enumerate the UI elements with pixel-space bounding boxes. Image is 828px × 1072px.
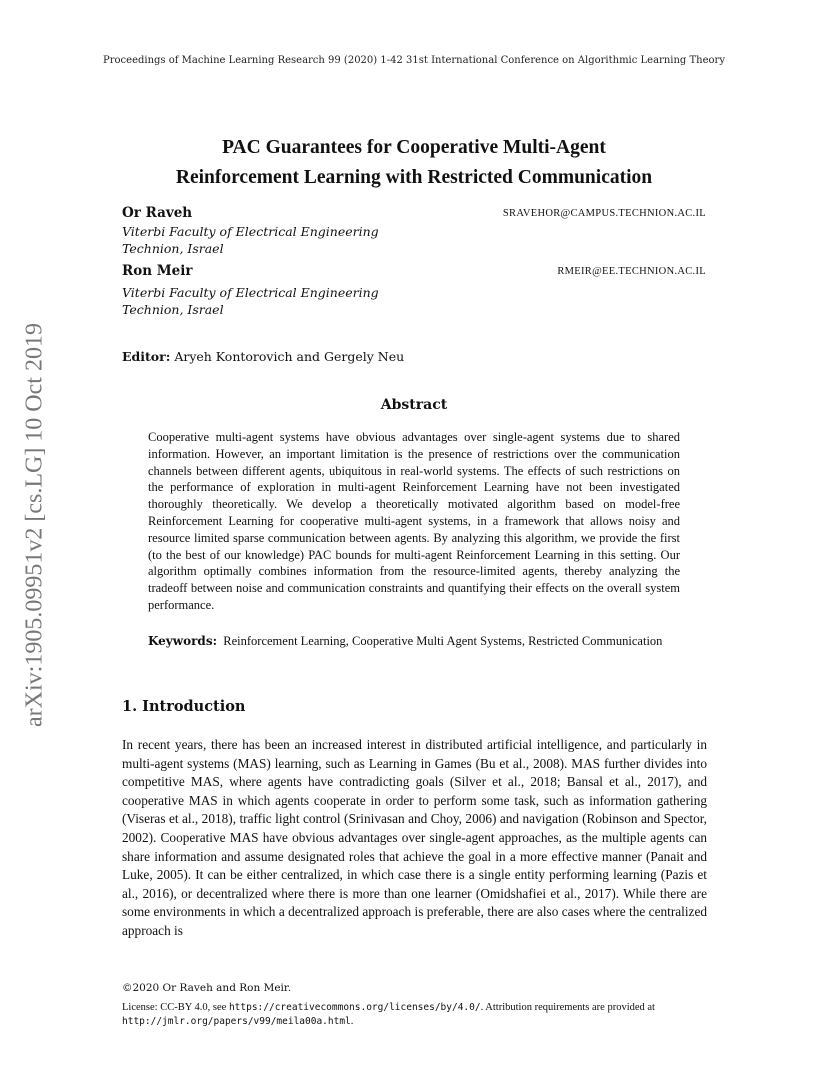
affiliation-line: Viterbi Faculty of Electrical Engineering (122, 285, 379, 300)
paper-title (0, 133, 828, 193)
abstract-heading: Abstract (380, 397, 448, 413)
license-prefix: License: CC-BY 4.0, see (122, 1002, 227, 1013)
copyright: ©2020 Or Raveh and Ron Meir. (122, 982, 292, 994)
license-middle: . Attribution requirements are provided at (480, 1002, 655, 1013)
author-affiliation (122, 223, 379, 257)
title-line-1: PAC Guarantees for Cooperative Multi-Agent (222, 137, 606, 158)
affiliation-line: Technion, Israel (122, 241, 224, 256)
keywords (148, 633, 680, 650)
author-name: Ron Meir (122, 263, 193, 279)
license-suffix: . (350, 1016, 354, 1027)
license-link[interactable]: https://creativecommons.org/licenses/by/4.0/ (228, 1002, 481, 1013)
author-name: Or Raveh (122, 205, 193, 221)
running-head: Proceedings of Machine Learning Research 99 (2020) 1-42 31st International Conference on Algorithmic Learning Theory (103, 55, 725, 66)
editor-names: Aryeh Kontorovich and Gergely Neu (174, 349, 405, 364)
author-email: RMEIR@EE.TECHNION.AC.IL (557, 266, 706, 277)
section-heading: 1. Introduction (122, 698, 246, 715)
abstract-text: Cooperative multi-agent systems have obvious advantages over single-agent systems due to shared information. However, an important limitation is the presence of restrictions over the communication channels between different agents, ubiquitous in real-world systems. The effects of such restrictions on the performance of exploration in multi-agent Reinforcement Learning have not been investigated thoroughly theoretically. We develop a theoretically motivated algorithm based on model-free Reinforcement Learning for cooperative multi-agent systems, in a framework that allows noisy and resource limited sparse communication between agents. By analyzing this algorithm, we provide the first (to the best of our knowledge) PAC bounds for multi-agent Reinforcement Learning in this setting. Our algorithm optimally combines information from the resource-limited agents, thereby analyzing the tradeoff between noise and communication constraints and quantifying their effects on the overall system performance. (148, 430, 680, 612)
keywords-text: Reinforcement Learning, Cooperative Multi Agent Systems, Restricted Communication (223, 634, 663, 648)
paper-link[interactable]: http://jmlr.org/papers/v99/meila00a.html (122, 1016, 351, 1027)
title-line-2: Reinforcement Learning with Restricted Communication (175, 167, 653, 188)
arxiv-stamp: arXiv:1905.09951v2 [cs.LG] 10 Oct 2019 (21, 323, 48, 727)
affiliation-line: Technion, Israel (122, 302, 224, 317)
author-email: SRAVEHOR@CAMPUS.TECHNION.AC.IL (502, 208, 706, 219)
affiliation-line: Viterbi Faculty of Electrical Engineering (122, 224, 379, 239)
editor-label: Editor: (122, 349, 171, 364)
editor-line (122, 349, 404, 364)
license (122, 1001, 707, 1029)
author-affiliation (122, 284, 379, 318)
keywords-label: Keywords: (148, 634, 218, 648)
intro-text: In recent years, there has been an increased interest in distributed artificial intelligence, and particularly in multi-agent systems (MAS) learning, such as Learning in Games (Bu et al., 2008). MAS further divides into competitive MAS, where agents have contradicting goals (Silver et al., 2018; Bansal et al., 2017), and cooperative MAS in which agents cooperate in order to perform some task, such as information gathering (Viseras et al., 2018), traffic light control (Srinivasan and Choy, 2006) and navigation (Robinson and Spector, 2002). Cooperative MAS have obvious advantages over single-agent approaches, as the multiple agents can share information and assume designated roles that achieve the goal in a more effective manner (Panait and Luke, 2005). It can be either centralized, in which case there is a single entity performing learning (Pazis et al., 2016), or decentralized where there is more than one learner (Omidshafiei et al., 2017). While there are some environments in which a decentralized approach is preferable, there are also cases where the centralized approach is (122, 737, 707, 938)
